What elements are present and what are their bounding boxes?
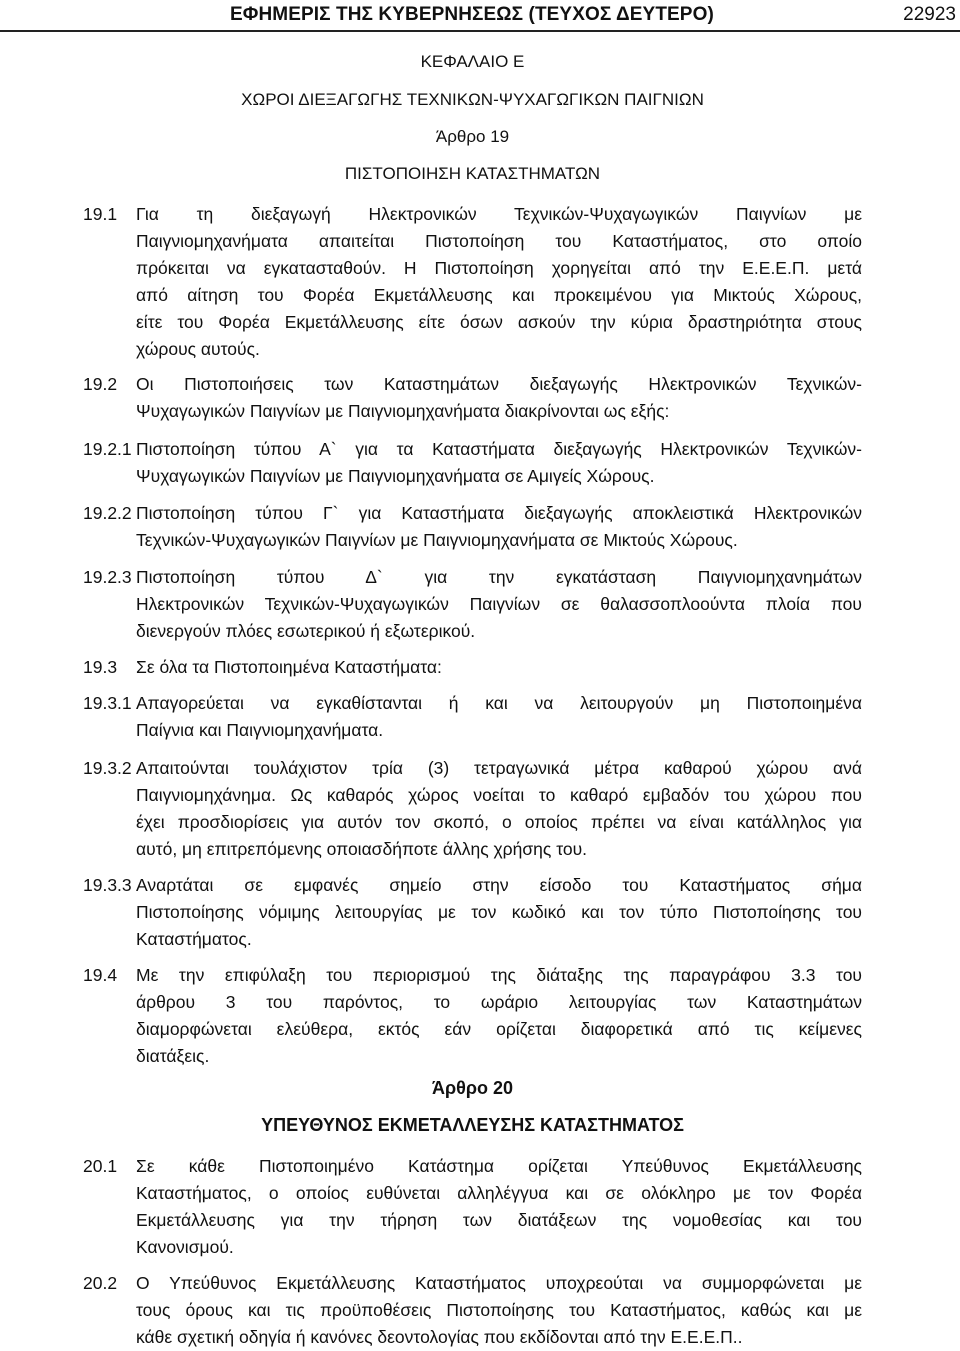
paragraph-line: κάθε σχετική οδηγία ή κανόνες δεοντολογίας που εκδίδονται από την Ε.Ε.Ε.Π.. [136,1327,743,1347]
paragraph-line: Κανονισμού. [136,1237,234,1257]
paragraph-number: 19.2.3 [83,567,132,587]
chapter-heading: ΚΕΦΑΛΑΙΟ Ε [420,52,525,71]
paragraph-line: διατάξεις. [136,1046,210,1066]
paragraph-number: 19.2.2 [83,503,132,523]
paragraph-line: Αναρτάται σε εμφανές σημείο στην είσοδο του Καταστήματος σήμα [136,875,862,895]
paragraph-line: Πιστοποίηση τύπου Γ` για Καταστήματα διεξαγωγής αποκλειστικά Ηλεκτρονικών [136,503,862,523]
paragraph-line: Ο Υπεύθυνος Εκμετάλλευσης Καταστήματος υποχρεούται να συμμορφώνεται με [136,1273,862,1293]
paragraph-number: 19.4 [83,965,118,985]
paragraph-line: από αίτηση του Φορέα Εκμετάλλευσης και προκειμένου για Μικτούς Χώρους, [136,285,862,305]
paragraph-line: Σε κάθε Πιστοποιημένο Κατάστημα ορίζεται Υπεύθυνος Εκμετάλλευσης [136,1156,862,1176]
paragraph-line: Καταστήματος. [136,929,252,949]
paragraph-line: Παίγνια και Παιγνιομηχανήματα. [136,720,384,740]
paragraph-line: έχει προσδιορίσεις για αυτόν τον σκοπό, ο οποίος πρέπει να είναι κατάλληλος για [136,812,862,832]
paragraph-line: είτε του Φορέα Εκμετάλλευσης είτε όσων ασκούν την κύρια δραστηριότητα στους [136,312,862,332]
paragraph-number: 19.2 [83,374,118,394]
paragraph-number: 19.2.1 [83,439,132,459]
article-20-title: ΥΠΕΥΘΥΝΟΣ ΕΚΜΕΤΑΛΛΕΥΣΗΣ ΚΑΤΑΣΤΗΜΑΤΟΣ [261,1115,684,1135]
paragraph-line: Για τη διεξαγωγή Ηλεκτρονικών Τεχνικών-Ψυχαγωγικών Παιγνίων με [136,204,862,224]
paragraph-line: διαμορφώνεται ελεύθερα, εκτός εάν ορίζεται διαφορετικά από τις κείμενες [136,1019,862,1039]
page-header [0,0,960,32]
paragraph-number: 20.2 [83,1273,118,1293]
paragraph-number: 19.3.1 [83,693,132,713]
paragraph-line: Απαγορεύεται να εγκαθίστανται ή και να λειτουργούν μη Πιστοποιημένα [136,693,862,713]
paragraph-line: Απαιτούνται τουλάχιστον τρία (3) τετραγωνικά μέτρα καθαρού χώρου ανά [136,758,862,778]
paragraph-line: Ηλεκτρονικών Τεχνικών-Ψυχαγωγικών Παιγνίων σε θαλασσοπλοούντα πλοία που [136,594,862,614]
article-19-title: ΠΙΣΤΟΠΟΙΗΣΗ ΚΑΤΑΣΤΗΜΑΤΩΝ [344,164,601,183]
paragraph-line: χώρους αυτούς. [136,339,260,359]
paragraph-line: Ψυχαγωγικών Παιγνίων με Παιγνιομηχανήματα σε Αμιγείς Χώρους. [136,466,655,486]
paragraph-line: Πιστοποίηση τύπου Α` για τα Καταστήματα διεξαγωγής Ηλεκτρονικών Τεχνικών- [136,439,862,459]
paragraph-line: πρόκειται να εγκατασταθούν. Η Πιστοποίηση χορηγείται από την Ε.Ε.Ε.Π. μετά [136,258,862,278]
article-20-heading: Άρθρο 20 [431,1078,514,1098]
paragraph-line: τους όρους και τις προϋποθέσεις Πιστοποίησης του Καταστήματος, καθώς και με [136,1300,862,1320]
gazette-title: ΕΦΗΜΕΡΙΣ ΤΗΣ ΚΥΒΕΡΝΗΣΕΩΣ (ΤΕΥΧΟΣ ΔΕΥΤΕΡΟ) [230,4,714,25]
paragraph-number: 19.1 [83,204,118,224]
paragraph-line: Καταστήματος, ο οποίος ευθύνεται αλληλέγγυα και σε ολόκληρο με τον Φορέα [136,1183,862,1203]
paragraph-number: 20.1 [83,1156,118,1176]
paragraph-number: 19.3.2 [83,758,132,778]
header-divider [0,30,960,32]
chapter-title: ΧΩΡΟΙ ΔΙΕΞΑΓΩΓΗΣ ΤΕΧΝΙΚΩΝ-ΨΥΧΑΓΩΓΙΚΩΝ ΠΑΙΓΝΙΩΝ [241,90,704,109]
article-19-heading: Άρθρο 19 [435,127,510,146]
paragraph-line: Πιστοποίησης νόμιμης λειτουργίας με τον κωδικό και τον τύπο Πιστοποίησης του [136,902,862,922]
paragraph-line: Παιγνιομηχάνημα. Ως καθαρός χώρος νοείται το καθαρό εμβαδόν του χώρου που [136,785,862,805]
paragraph-line: άρθρου 3 του παρόντος, το ωράριο λειτουργίας των Καταστημάτων [136,992,862,1012]
paragraph-line: Τεχνικών-Ψυχαγωγικών Παιγνίων με Παιγνιομηχανήματα σε Μικτούς Χώρους. [136,530,738,550]
paragraph-line: Εκμετάλλευσης για την τήρηση των διατάξεων της νομοθεσίας και του [136,1210,862,1230]
paragraph-line: Παιγνιομηχανήματα απαιτείται Πιστοποίηση του Καταστήματος, στο οποίο [136,231,862,251]
paragraph-line: Οι Πιστοποιήσεις των Καταστημάτων διεξαγωγής Ηλεκτρονικών Τεχνικών- [136,374,862,394]
paragraph-line: διενεργούν πλόες εσωτερικού ή εξωτερικού. [136,621,476,641]
paragraph-line: Με την επιφύλαξη του περιορισμού της διάταξης της παραγράφου 3.3 του [136,965,862,985]
paragraph-line: αυτό, μη επιτρεπόμενης οποιασδήποτε άλλης χρήσης του. [136,839,588,859]
paragraph-number: 19.3 [83,657,118,677]
paragraph-line: Ψυχαγωγικών Παιγνίων με Παιγνιομηχανήματα διακρίνονται ως εξής: [136,401,670,421]
page-number: 22923 [903,4,956,25]
paragraph-line: Σε όλα τα Πιστοποιημένα Καταστήματα: [136,657,442,677]
paragraph-line: Πιστοποίηση τύπου Δ` για την εγκατάσταση Παιγνιομηχανημάτων [136,567,862,587]
paragraph-number: 19.3.3 [83,875,132,895]
